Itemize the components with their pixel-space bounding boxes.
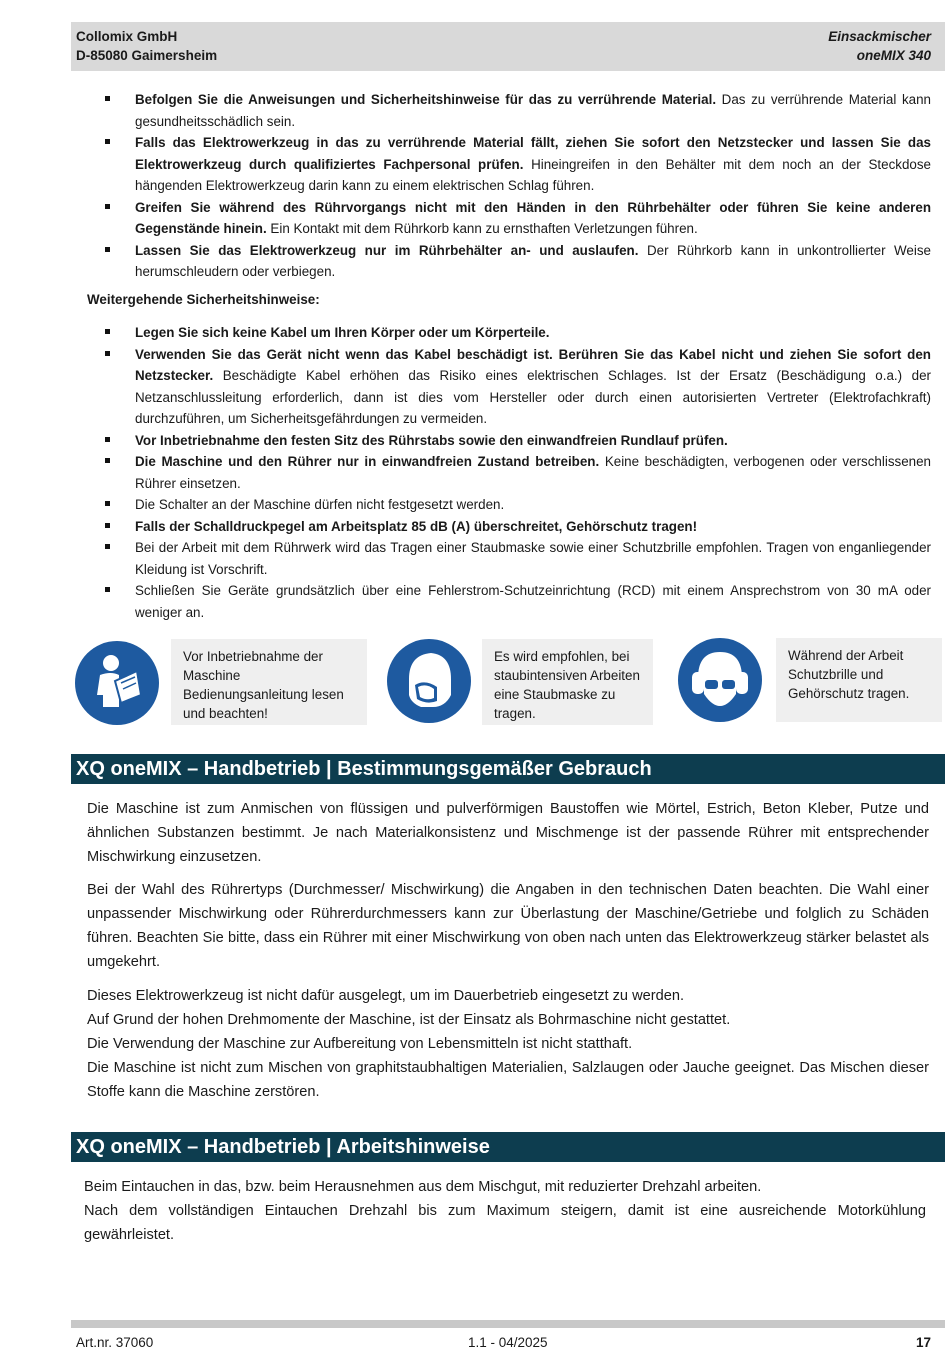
item-bold: Die Maschine und den Rührer nur in einwandfreien Zustand betreiben. [135, 454, 600, 469]
product-type: Einsackmischer [828, 29, 931, 44]
note-goggles-ear: Während der Arbeit Schutzbrille und Gehörschutz tragen. [776, 638, 942, 722]
bullet-icon [105, 587, 110, 592]
item-bold: Vor Inbetriebnahme den festen Sitz des Rührstabs sowie den einwandfreien Rundlauf prüfen. [135, 432, 728, 448]
item-text: Hineingreifen in den Behälter mit dem noch an der Steckdose hängenden Elektrowerkzeug darin kann zu einem elektrischen Schlag führen. [135, 156, 931, 193]
list-item [103, 240, 931, 283]
list-item [103, 197, 931, 240]
company-address: D-85080 Gaimersheim [76, 48, 218, 63]
item-text: Bei der Arbeit mit dem Rührwerk wird das Tragen einer Staubmaske sowie einer Schutzbrille empfohlen. Tragen von enganliegender Kleidung ist Vorschrift. [135, 540, 931, 577]
bullet-icon [105, 139, 110, 144]
text-line: Auf Grund der hohen Drehmomente der Maschine, ist der Einsatz als Bohrmaschine nicht gestattet. [87, 1012, 731, 1028]
item-text: Keine beschädigten, verbogenen oder verschlissenen Rührer einsetzen. [135, 454, 932, 491]
item-bold: Greifen Sie während des Rührvorgangs nicht mit den Händen in den Rührbehälter oder führen Sie keine anderen Gegenstände hinein. [135, 199, 931, 236]
item-text: Ein Kontakt mit dem Rührkorb kann zu ernsthaften Verletzungen führen. [266, 221, 698, 236]
page-header [71, 22, 945, 71]
bullet-icon [105, 523, 110, 528]
item-bold: Befolgen Sie die Anweisungen und Sicherheitshinweise für das zu verrührende Material. [135, 92, 717, 107]
item-bold: Legen Sie sich keine Kabel um Ihren Körper oder um Körperteile. [135, 325, 550, 340]
bullet-icon [105, 544, 110, 549]
list-item [103, 516, 931, 538]
bullet-icon [105, 437, 110, 442]
item-text: Beschädigte Kabel erhöhen das Risiko eines elektrischen Schlages. Ist der Ersatz (Beschädigung o.a.) der Netzanschlussleitung erforderlich, dann ist dies vom Hersteller oder durch einen autorisierten Vertreter (Elektrofachkraft) durchzuführen, um Sicherheitsgefährdungen zu vermeiden. [135, 368, 931, 426]
list-item [103, 537, 931, 580]
bullet-icon [105, 458, 110, 463]
item-bold: Lassen Sie das Elektrowerkzeug nur im Rührbehälter an- und auslaufen. [135, 242, 639, 258]
list-item [103, 132, 931, 197]
text-line: Dieses Elektrowerkzeug ist nicht dafür ausgelegt, um im Dauerbetrieb eingesetzt zu werden. [87, 988, 685, 1004]
document-version: 1.1 - 04/2025 [468, 1335, 548, 1350]
note-read-manual: Vor Inbetriebnahme der Maschine Bedienungsanleitung lesen und beachten! [171, 639, 367, 725]
note-dust-mask: Es wird empfohlen, bei staubintensiven Arbeiten eine Staubmaske zu tragen. [482, 639, 653, 725]
bullet-icon [105, 329, 110, 334]
list-item [103, 451, 931, 494]
header-left [76, 27, 217, 65]
item-text: Der Rührkorb kann in unkontrollierter Weise herumschleudern oder verbiegen. [135, 242, 931, 279]
text-line: Die Maschine ist nicht zum Mischen von graphitstaubhaltigen Materialien, Salzlaugen oder Jauche geeignet. Das Mischen dieser Stoffe kann die Maschine zerstören. [87, 1060, 929, 1100]
read-manual-icon [75, 641, 159, 725]
bullet-icon [105, 351, 110, 356]
article-number: Art.nr. 37060 [76, 1335, 154, 1350]
item-text: Schließen Sie Geräte grundsätzlich über eine Fehlerstrom-Schutzeinrichtung (RCD) mit einem Ansprechstrom von 30 mA oder weniger an. [135, 583, 931, 620]
bullet-icon [105, 501, 110, 506]
footer-divider [71, 1320, 945, 1328]
text-line: Beim Eintauchen in das, bzw. beim Herausnehmen aus dem Mischgut, mit reduzierter Drehzahl arbeiten. [84, 1179, 762, 1195]
page-number: 17 [915, 1335, 931, 1350]
text-line: Die Verwendung der Maschine zur Aufbereitung von Lebensmitteln ist nicht statthaft. [87, 1036, 633, 1052]
paragraph-intended-use-2: Bei der Wahl des Rührertyps (Durchmesser/ Mischwirkung) die Angaben in den technischen Daten beachten. Die Wahl einer unpassender Mischwirkung oder Rührerdurchmessers kann zur Überlastung der Maschine/Getriebe und folglich zu Schäden führen. Beachten Sie bitte, dass ein Rührer mit einer Mischwirkung von oben nach unten das Elektrowerkzeug stärker belastet als umgekehrt. [87, 882, 929, 970]
item-bold: Falls das Elektrowerkzeug in das zu verrührende Material fällt, ziehen Sie sofort den Netzstecker und lassen Sie das Elektrowerkzeug durch qualifiziertes Fachpersonal prüfen. [135, 135, 931, 172]
header-right [828, 27, 931, 65]
item-bold: Falls der Schalldruckpegel am Arbeitsplatz 85 dB (A) überschreitet, Gehörschutz tragen! [135, 518, 698, 534]
list-item [103, 344, 931, 430]
paragraph-intended-use-3 [87, 984, 929, 1104]
paragraph-intended-use-1: Die Maschine ist zum Anmischen von flüssigen und pulverförmigen Baustoffen wie Mörtel, Estrich, Beton Kleber, Putze und ähnlichen Substanzen bestimmt. Je nach Materialkonsistenz und Mischmenge ist der passende Rührer mit entsprechender Mischwirkung einzusetzen. [87, 801, 929, 865]
section-heading-work-instructions: XQ oneMIX – Handbetrieb | Arbeitshinweise [71, 1132, 945, 1162]
list-item [103, 322, 931, 344]
list-item [103, 430, 931, 452]
list-item [103, 580, 931, 623]
list-item [103, 494, 931, 516]
text-line: Nach dem vollständigen Eintauchen Drehzahl bis zum Maximum steigern, damit ist eine ausreichende Motorkühlung gewährleistet. [84, 1203, 926, 1243]
item-text: Das zu verrührende Material kann gesundheitsschädlich sein. [135, 92, 931, 129]
company-name: Collomix GmbH [76, 29, 178, 44]
product-model: oneMIX 340 [856, 48, 931, 63]
section-heading-intended-use: XQ oneMIX – Handbetrieb | Bestimmungsgemäßer Gebrauch [71, 754, 945, 784]
bullet-icon [105, 204, 110, 209]
safety-icons-row [0, 636, 950, 728]
bullet-icon [105, 247, 110, 252]
safety-list-1 [103, 89, 931, 283]
dust-mask-icon [387, 639, 471, 723]
bullet-icon [105, 96, 110, 101]
list-item [103, 89, 931, 132]
paragraph-work-instructions [84, 1175, 926, 1247]
item-bold: Verwenden Sie das Gerät nicht wenn das Kabel beschädigt ist. Berühren Sie das Kabel nicht und ziehen Sie sofort den Netzstecker. [135, 346, 931, 383]
safety-list-2 [103, 322, 931, 623]
item-text: Die Schalter an der Maschine dürfen nicht festgesetzt werden. [135, 497, 505, 512]
sub-heading: Weitergehende Sicherheitshinweise: [87, 292, 320, 307]
goggles-ear-protection-icon [678, 638, 762, 722]
